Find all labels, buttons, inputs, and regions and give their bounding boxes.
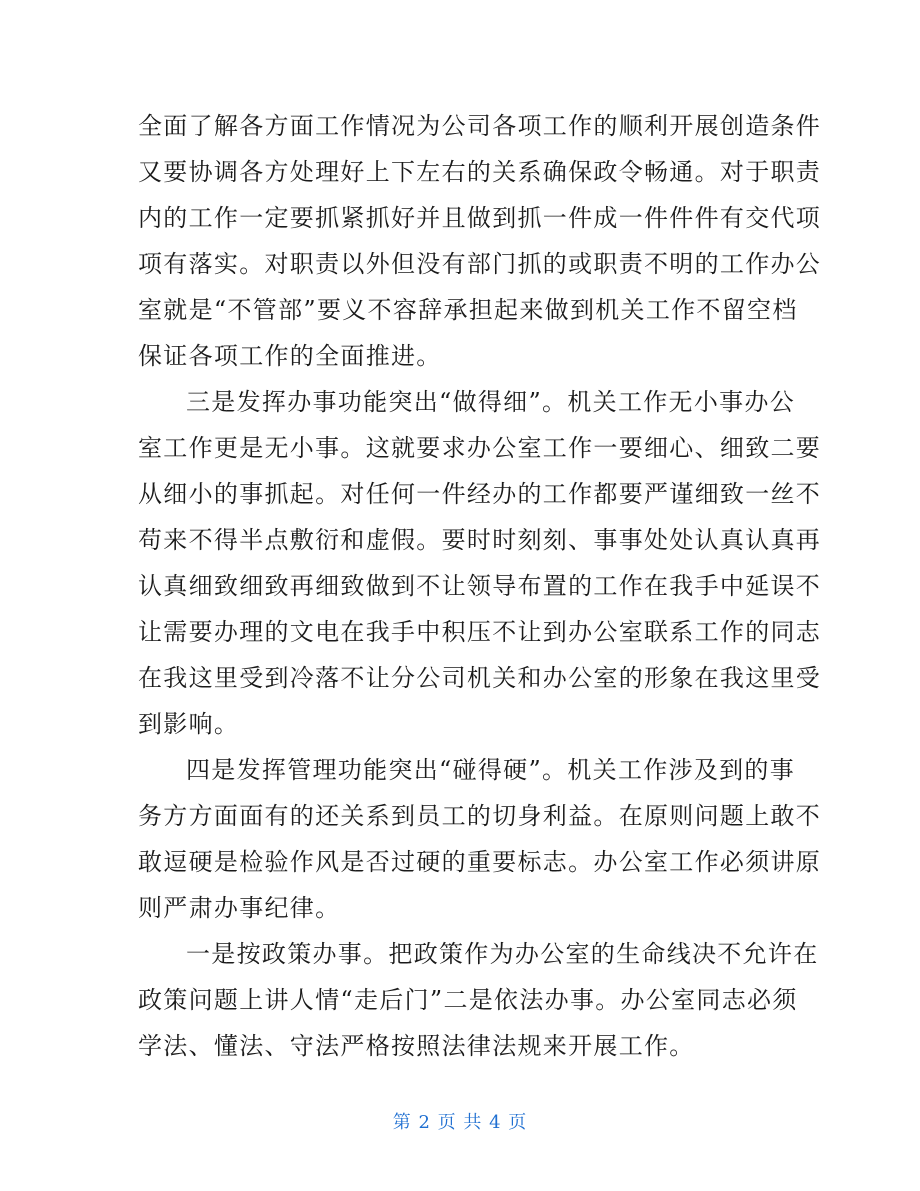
text-line: 政策问题上讲人情“走后门”二是依法办事。办公室同志必须 [138, 986, 798, 1014]
text-line: 让需要办理的文电在我手中积压不让到办公室联系工作的同志 [138, 618, 822, 646]
paragraph-start-line: 四是发挥管理功能突出“碰得硬”。机关工作涉及到的事 [186, 756, 796, 784]
text-line: 保证各项工作的全面推进。 [138, 342, 442, 370]
text-line: 则严肃办事纪律。 [138, 894, 341, 922]
text-line: 全面了解各方面工作情况为公司各项工作的顺利开展创造条件 [138, 112, 822, 140]
text-line: 项有落实。对职责以外但没有部门抓的或职责不明的工作办公 [138, 250, 822, 278]
text-line: 内的工作一定要抓紧抓好并且做到抓一件成一件件件有交代项 [138, 204, 822, 232]
text-line: 苟来不得半点敷衍和虚假。要时时刻刻、事事处处认真认真再 [138, 526, 822, 554]
text-line: 又要协调各方处理好上下左右的关系确保政令畅通。对于职责 [138, 158, 822, 186]
paragraph-start-line: 一是按政策办事。把政策作为办公室的生命线决不允许在 [186, 940, 819, 968]
page-number-footer: 第 2 页 共 4 页 [392, 1112, 528, 1133]
text-line: 室工作更是无小事。这就要求办公室工作一要细心、细致二要 [138, 434, 822, 462]
text-line: 室就是“不管部”要义不容辞承担起来做到机关工作不留空档 [138, 296, 798, 324]
text-line: 学法、懂法、守法严格按照法律法规来开展工作。 [138, 1032, 695, 1060]
text-line: 认真细致细致再细致做到不让领导布置的工作在我手中延误不 [138, 572, 822, 600]
text-line: 敢逗硬是检验作风是否过硬的重要标志。办公室工作必须讲原 [138, 848, 822, 876]
text-line: 在我这里受到冷落不让分公司机关和办公室的形象在我这里受 [138, 664, 822, 692]
text-line: 到影响。 [138, 710, 240, 738]
paragraph-start-line: 三是发挥办事功能突出“做得细”。机关工作无小事办公 [186, 388, 796, 416]
text-line: 务方方面面有的还关系到员工的切身利益。在原则问题上敢不 [138, 802, 822, 830]
text-line: 从细小的事抓起。对任何一件经办的工作都要严谨细致一丝不 [138, 480, 822, 508]
